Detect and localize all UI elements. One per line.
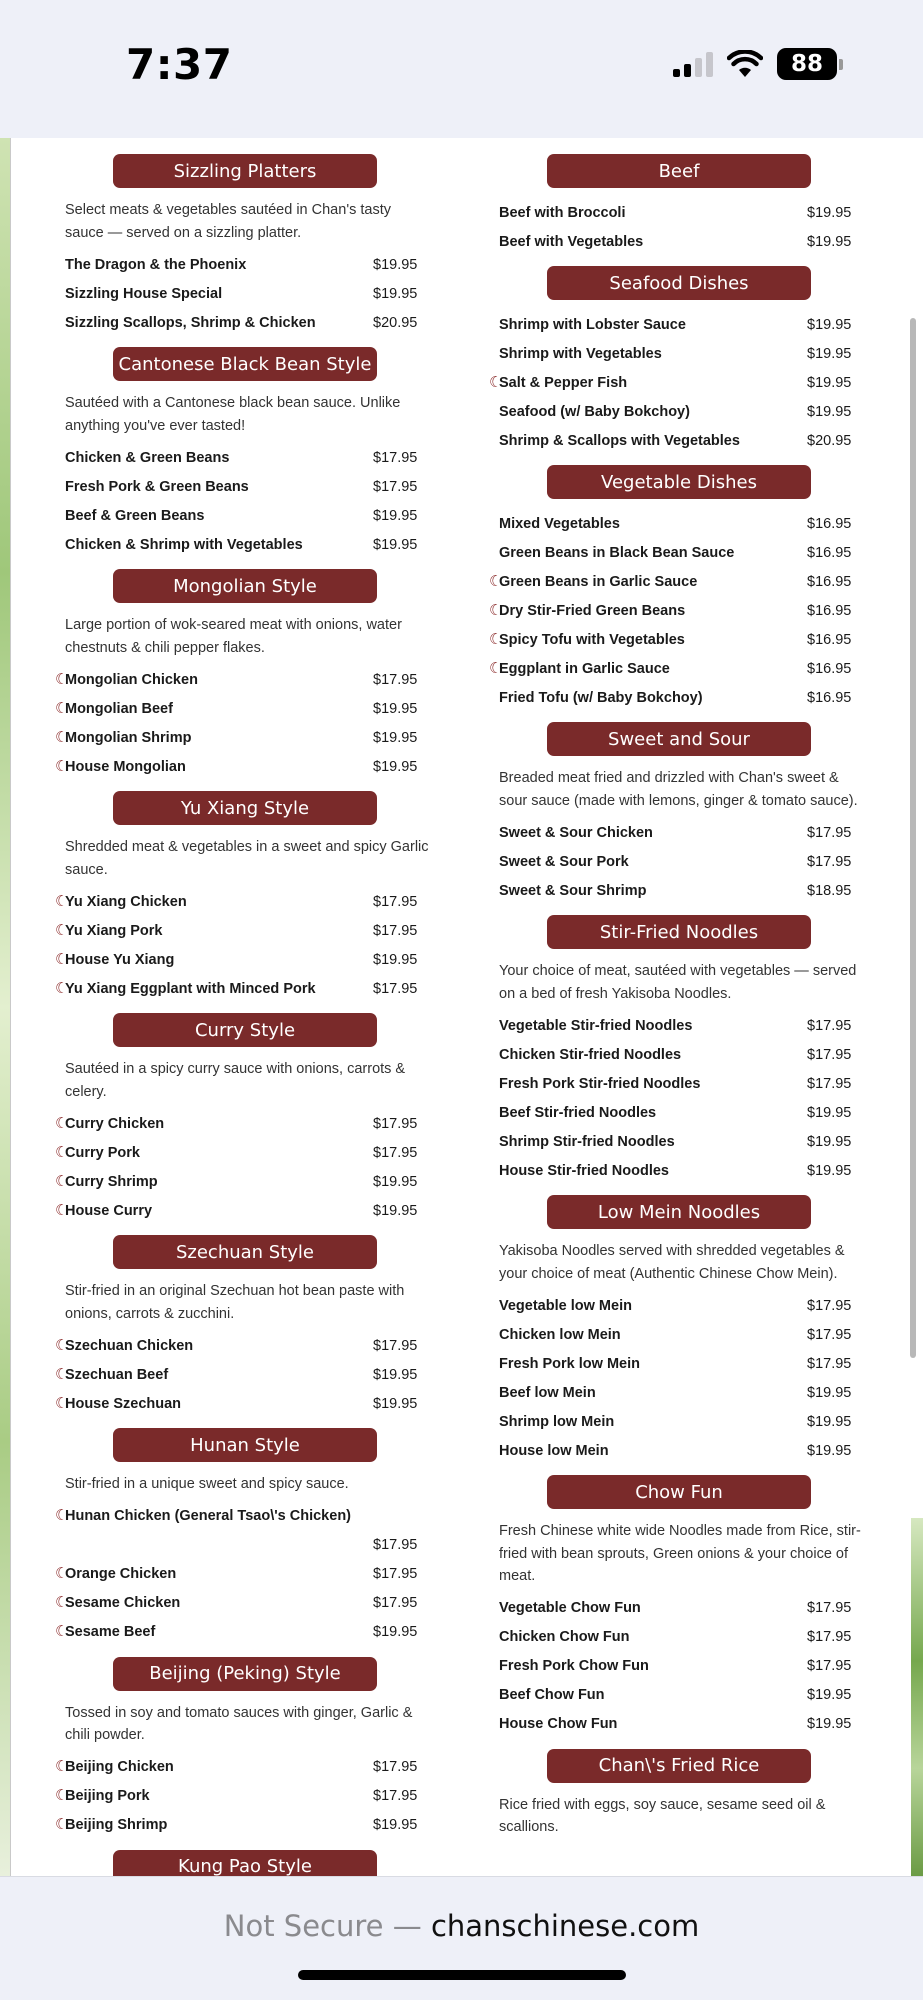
menu-item-name: Mixed Vegetables: [499, 515, 620, 532]
menu-section-hunan-style: [55, 1428, 435, 1657]
menu-section-mongolian-style: [55, 569, 435, 791]
menu-item-name: Mongolian Shrimp: [65, 729, 192, 746]
section-header: Beef: [547, 154, 811, 188]
menu-item-price: $19.95: [373, 729, 418, 746]
menu-item-name: Sesame Chicken: [65, 1595, 181, 1611]
menu-item-name: House Stir-fried Noodles: [499, 1162, 669, 1179]
menu-item-list: [55, 887, 435, 1003]
menu-item-name: House Mongolian: [65, 758, 186, 775]
section-header: Sizzling Platters: [113, 154, 377, 188]
spicy-pepper-icon: ☾: [55, 1201, 69, 1219]
menu-item-name: Yu Xiang Chicken: [65, 893, 187, 910]
menu-item-price: $19.95: [373, 285, 418, 302]
menu-item-name: Szechuan Beef: [65, 1366, 169, 1383]
menu-item: [65, 472, 435, 501]
menu-item-name: Beef & Green Beans: [65, 507, 205, 524]
menu-item-price: $17.95: [807, 1017, 852, 1034]
menu-item-name: Sizzling Scallops, Shrimp & Chicken: [65, 314, 316, 331]
battery-icon: [777, 48, 843, 80]
menu-section-stir-fried-noodles: [499, 915, 869, 1195]
menu-item: [499, 426, 869, 455]
menu-item-list: [489, 509, 869, 712]
menu-item-list: [55, 1109, 435, 1225]
menu-item-price: $18.95: [807, 882, 852, 899]
section-description: Breaded meat fried and drizzled with Chan's sweet & sour sauce (made with lemons, ginger & tomato sauce).: [499, 770, 858, 809]
menu-item: [55, 1360, 435, 1389]
menu-item-name: Orange Chicken: [65, 1566, 177, 1582]
menu-item-price: $17.95: [373, 980, 418, 997]
menu-item: [55, 694, 435, 723]
menu-section-yu-xiang-style: [55, 791, 435, 1013]
menu-section-low-mein-noodles: [499, 1195, 869, 1475]
menu-page[interactable]: [0, 138, 923, 1876]
spicy-pepper-icon: ☾: [489, 572, 503, 590]
menu-item: [499, 1594, 869, 1623]
menu-item-name: Chicken & Shrimp with Vegetables: [65, 536, 303, 553]
menu-item-name: Curry Chicken: [65, 1115, 165, 1132]
menu-item-name: Fried Tofu (w/ Baby Bokchoy): [499, 689, 703, 706]
menu-item: [499, 683, 869, 712]
menu-item-name: Fresh Pork & Green Beans: [65, 478, 249, 495]
menu-item: [55, 1782, 435, 1811]
menu-item: [55, 1753, 435, 1782]
spicy-pepper-icon: ☾: [489, 373, 503, 391]
menu-item-price: $17.95: [373, 1759, 418, 1775]
menu-item: [499, 227, 869, 256]
spicy-pepper-icon: ☾: [55, 1786, 69, 1804]
page-edge: [10, 138, 11, 1876]
menu-item-price: $19.95: [807, 1162, 852, 1179]
menu-item-price: $16.95: [807, 573, 852, 590]
battery-level: 88: [777, 48, 837, 80]
menu-item: [65, 530, 435, 559]
section-header: Chan\'s Fried Rice: [547, 1749, 811, 1783]
menu-item-list: [499, 198, 869, 256]
menu-item-name: House Curry: [65, 1202, 153, 1219]
menu-item: [55, 1167, 435, 1196]
menu-item-price: $19.95: [373, 1202, 418, 1219]
menu-section-chan-s-fried-rice: [499, 1749, 869, 1854]
menu-item: [499, 1320, 869, 1349]
spicy-pepper-icon: ☾: [55, 1564, 69, 1582]
menu-item: [499, 509, 869, 538]
section-header: Seafood Dishes: [547, 266, 811, 300]
menu-item: [499, 310, 869, 339]
section-description: Large portion of wok-seared meat with onions, water chestnuts & chili pepper flakes.: [65, 617, 402, 656]
section-header: Curry Style: [113, 1013, 377, 1047]
menu-item-price: $17.95: [373, 1536, 418, 1553]
menu-item-name: Vegetable Chow Fun: [499, 1600, 641, 1616]
menu-item-price: $16.95: [807, 689, 852, 706]
menu-item-name: House Szechuan: [65, 1395, 182, 1412]
section-description: Sautéed with a Cantonese black bean sauce. Unlike anything you've ever tasted!: [65, 395, 401, 434]
spicy-pepper-icon: ☾: [55, 1757, 69, 1775]
menu-item-price: $19.95: [373, 700, 418, 717]
section-header: Kung Pao Style: [113, 1850, 377, 1877]
section-description: Select meats & vegetables sautéed in Chan's tasty sauce — served on a sizzling platter.: [65, 202, 391, 241]
menu-item-list: [499, 1011, 869, 1185]
menu-item-name: Chicken Chow Fun: [499, 1629, 630, 1645]
menu-item-name: Beijing Shrimp: [65, 1817, 168, 1833]
menu-item-name: Curry Pork: [65, 1144, 140, 1161]
spicy-pepper-icon: ☾: [55, 892, 69, 910]
menu-item: [499, 1681, 869, 1710]
section-description: Stir-fried in a unique sweet and spicy sauce.: [65, 1476, 349, 1492]
menu-item-name: Shrimp with Lobster Sauce: [499, 316, 686, 333]
menu-item-price: $19.95: [807, 1104, 852, 1121]
menu-item-price: $19.95: [807, 1687, 852, 1703]
menu-item-name: Beef Chow Fun: [499, 1687, 605, 1703]
status-time: 7:37: [126, 40, 233, 89]
status-bar: [0, 0, 923, 138]
menu-item-price: $19.95: [373, 1173, 418, 1190]
menu-item: [499, 1011, 869, 1040]
menu-item: [489, 567, 869, 596]
menu-item-price: $19.95: [807, 1413, 852, 1430]
spicy-pepper-icon: ☾: [55, 728, 69, 746]
menu-item-price: $17.95: [373, 449, 418, 466]
menu-section-chow-fun: [499, 1475, 869, 1749]
menu-section-cantonese-black-bean-style: [65, 347, 435, 569]
menu-item-name: Salt & Pepper Fish: [499, 374, 628, 391]
menu-item-price: $17.95: [373, 1788, 418, 1804]
menu-item-name: Mongolian Beef: [65, 700, 173, 717]
menu-item: [55, 1811, 435, 1840]
spicy-pepper-icon: ☾: [489, 630, 503, 648]
menu-item-price: $17.95: [373, 893, 418, 910]
section-header: Stir-Fried Noodles: [547, 915, 811, 949]
section-header: Szechuan Style: [113, 1235, 377, 1269]
menu-item-price: $17.95: [807, 853, 852, 870]
menu-item: [499, 1291, 869, 1320]
menu-item-price: $17.95: [373, 671, 418, 688]
home-indicator[interactable]: [298, 1970, 626, 1980]
section-header: Chow Fun: [547, 1475, 811, 1509]
spicy-pepper-icon: ☾: [55, 1143, 69, 1161]
section-description: Yakisoba Noodles served with shredded vegetables & your choice of meat (Authentic Chinese Chow Mein).: [499, 1243, 845, 1282]
menu-section-sweet-and-sour: [499, 722, 869, 915]
menu-item: [55, 1502, 435, 1560]
menu-item-name: Beijing Chicken: [65, 1759, 174, 1775]
menu-item-price: $19.95: [373, 507, 418, 524]
menu-item: [55, 1618, 435, 1647]
menu-section-beef: [499, 154, 869, 266]
menu-item-name: Curry Shrimp: [65, 1173, 158, 1190]
menu-item-name: Beef with Vegetables: [499, 233, 644, 250]
menu-item-price: $17.95: [807, 1629, 852, 1645]
status-icons: [673, 48, 843, 80]
section-header: Cantonese Black Bean Style: [113, 347, 377, 381]
menu-item-price: $20.95: [373, 314, 418, 331]
spicy-pepper-icon: ☾: [489, 601, 503, 619]
bamboo-background-left: [0, 138, 10, 1876]
menu-item-name: The Dragon & the Phoenix: [65, 256, 247, 273]
menu-item-name: Sizzling House Special: [65, 285, 223, 302]
menu-item-price: $19.95: [807, 233, 852, 250]
bamboo-background-right: [911, 1518, 923, 1876]
menu-item-name: Sesame Beef: [65, 1624, 156, 1640]
menu-item: [499, 1349, 869, 1378]
menu-item: [499, 876, 869, 905]
menu-item: [65, 308, 435, 337]
spicy-pepper-icon: ☾: [55, 1593, 69, 1611]
menu-item-price: $17.95: [373, 922, 418, 939]
section-description: Tossed in soy and tomato sauces with ginger, Garlic & chili powder.: [65, 1704, 413, 1743]
menu-item: [489, 654, 869, 683]
section-header: Hunan Style: [113, 1428, 377, 1462]
menu-item-price: $16.95: [807, 602, 852, 619]
menu-item-price: $17.95: [373, 1144, 418, 1161]
menu-item-price: $17.95: [807, 1658, 852, 1674]
menu-item-price: $17.95: [373, 1115, 418, 1132]
menu-item-price: $19.95: [373, 1817, 418, 1833]
menu-item-name: House low Mein: [499, 1442, 609, 1459]
menu-item: [55, 916, 435, 945]
menu-item-price: $16.95: [807, 631, 852, 648]
menu-item-list: [489, 310, 869, 455]
url-display[interactable]: [0, 1909, 923, 1943]
menu-item-price: $17.95: [807, 1297, 852, 1314]
menu-item-list: [499, 1594, 869, 1739]
menu-item: [65, 501, 435, 530]
menu-item: [65, 250, 435, 279]
menu-item-price: $17.95: [807, 824, 852, 841]
menu-item: [55, 1138, 435, 1167]
spicy-pepper-icon: ☾: [55, 1622, 69, 1640]
menu-item-price: $16.95: [807, 544, 852, 561]
menu-item-name: House Chow Fun: [499, 1716, 618, 1732]
menu-item: [499, 818, 869, 847]
menu-item-price: $17.95: [807, 1075, 852, 1092]
menu-section-seafood-dishes: [489, 266, 869, 465]
menu-item: [499, 1436, 869, 1465]
menu-item-name: Chicken low Mein: [499, 1326, 621, 1343]
menu-item-price: $19.95: [807, 316, 852, 333]
menu-item-price: $16.95: [807, 660, 852, 677]
menu-item-name: Dry Stir-Fried Green Beans: [499, 602, 686, 619]
menu-item: [55, 1109, 435, 1138]
spicy-pepper-icon: ☾: [55, 670, 69, 688]
section-header: Vegetable Dishes: [547, 465, 811, 499]
menu-item: [55, 1331, 435, 1360]
spicy-pepper-icon: ☾: [55, 1365, 69, 1383]
menu-item-price: $19.95: [373, 1395, 418, 1412]
spicy-pepper-icon: ☾: [55, 1506, 69, 1524]
menu-item: [55, 887, 435, 916]
wifi-icon: [727, 50, 763, 78]
menu-item-price: $19.95: [373, 1366, 418, 1383]
spicy-pepper-icon: ☾: [55, 950, 69, 968]
menu-item-price: $19.95: [373, 758, 418, 775]
menu-item-name: Fresh Pork low Mein: [499, 1355, 640, 1372]
section-description: Shredded meat & vegetables in a sweet and spicy Garlic sauce.: [65, 839, 429, 878]
menu-item-name: Sweet & Sour Shrimp: [499, 882, 647, 899]
spicy-pepper-icon: ☾: [489, 659, 503, 677]
menu-item-name: Sweet & Sour Chicken: [499, 824, 653, 841]
spicy-pepper-icon: ☾: [55, 1114, 69, 1132]
menu-item-price: $19.95: [807, 1442, 852, 1459]
spicy-pepper-icon: ☾: [55, 757, 69, 775]
spicy-pepper-icon: ☾: [55, 1336, 69, 1354]
menu-item-list: [55, 665, 435, 781]
menu-item: [499, 1156, 869, 1185]
menu-item: [489, 625, 869, 654]
menu-item: [65, 443, 435, 472]
menu-item-price: $17.95: [373, 478, 418, 495]
menu-item: [65, 279, 435, 308]
menu-item-price: $19.95: [373, 1624, 418, 1640]
menu-item: [499, 1040, 869, 1069]
menu-item-price: $19.95: [807, 374, 852, 391]
section-header: Yu Xiang Style: [113, 791, 377, 825]
menu-item-name: Yu Xiang Pork: [65, 922, 163, 939]
menu-item-list: [499, 818, 869, 905]
menu-item-price: $19.95: [807, 1716, 852, 1732]
scrollbar[interactable]: [910, 318, 916, 1358]
menu-item: [499, 1127, 869, 1156]
section-header: Sweet and Sour: [547, 722, 811, 756]
menu-item: [55, 1389, 435, 1418]
menu-item: [499, 1378, 869, 1407]
menu-item-list: [55, 1753, 435, 1840]
section-description: Stir-fried in an original Szechuan hot bean paste with onions, carrots & zucchini.: [65, 1283, 405, 1322]
menu-section-beijing-peking-style: [55, 1657, 435, 1850]
menu-item: [499, 198, 869, 227]
spicy-pepper-icon: ☾: [55, 1394, 69, 1412]
menu-item: [499, 1407, 869, 1436]
menu-item: [499, 1710, 869, 1739]
menu-item-price: $17.95: [373, 1595, 418, 1611]
menu-section-sizzling-platters: [65, 154, 435, 347]
menu-item-name: House Yu Xiang: [65, 951, 175, 968]
menu-item-name: Chicken & Green Beans: [65, 449, 230, 466]
menu-item-name: Beef low Mein: [499, 1384, 596, 1401]
menu-item-price: $19.95: [807, 403, 852, 420]
browser-address-bar[interactable]: [0, 1876, 923, 2000]
menu-item-list: [65, 443, 435, 559]
menu-item-name: Fresh Pork Chow Fun: [499, 1658, 649, 1674]
spicy-pepper-icon: ☾: [55, 979, 69, 997]
spicy-pepper-icon: ☾: [55, 699, 69, 717]
menu-item-list: [55, 1331, 435, 1418]
section-header: Low Mein Noodles: [547, 1195, 811, 1229]
menu-item-price: $19.95: [807, 1133, 852, 1150]
domain-label: chanschinese.com: [430, 1909, 700, 1943]
menu-item-name: Vegetable Stir-fried Noodles: [499, 1017, 693, 1034]
menu-item-price: $17.95: [807, 1600, 852, 1616]
spicy-pepper-icon: ☾: [55, 1172, 69, 1190]
menu-item-name: Chicken Stir-fried Noodles: [499, 1046, 682, 1063]
menu-item-price: $17.95: [807, 1046, 852, 1063]
menu-item-name: Shrimp low Mein: [499, 1413, 615, 1430]
menu-item: [55, 1589, 435, 1618]
menu-item: [55, 752, 435, 781]
menu-item-name: Sweet & Sour Pork: [499, 853, 629, 870]
menu-item-name: Spicy Tofu with Vegetables: [499, 631, 685, 648]
menu-item-price: $19.95: [373, 536, 418, 553]
section-header: Beijing (Peking) Style: [113, 1657, 377, 1691]
menu-item: [55, 1196, 435, 1225]
menu-item-price: $19.95: [807, 1384, 852, 1401]
menu-item: [499, 397, 869, 426]
menu-item: [499, 847, 869, 876]
section-header: Mongolian Style: [113, 569, 377, 603]
cellular-signal-icon: [673, 51, 713, 77]
menu-item-list: [499, 1291, 869, 1465]
menu-item-price: $17.95: [373, 1566, 418, 1582]
menu-item-name: Mongolian Chicken: [65, 671, 198, 688]
menu-item-name: Beef with Broccoli: [499, 204, 626, 221]
menu-item: [55, 945, 435, 974]
menu-item: [499, 1652, 869, 1681]
menu-column-left: [55, 154, 435, 1876]
menu-item-price: $19.95: [373, 256, 418, 273]
menu-item: [499, 1623, 869, 1652]
menu-item-price: $17.95: [807, 1355, 852, 1372]
menu-item-name: Eggplant in Garlic Sauce: [499, 660, 670, 677]
menu-item-name: Vegetable low Mein: [499, 1297, 632, 1314]
menu-section-szechuan-style: [55, 1235, 435, 1428]
menu-item: [499, 339, 869, 368]
menu-item: [55, 974, 435, 1003]
menu-item-price: $17.95: [373, 1337, 418, 1354]
section-description: Rice fried with eggs, soy sauce, sesame seed oil & scallions.: [499, 1796, 826, 1835]
menu-item-price: $20.95: [807, 432, 852, 449]
menu-item-name: Fresh Pork Stir-fried Noodles: [499, 1075, 701, 1092]
menu-section-curry-style: [55, 1013, 435, 1235]
menu-item: [489, 596, 869, 625]
menu-item-name: Shrimp with Vegetables: [499, 345, 662, 362]
menu-item-name: Seafood (w/ Baby Bokchoy): [499, 403, 690, 420]
menu-item-price: $16.95: [807, 515, 852, 532]
menu-item-name: Beef Stir-fried Noodles: [499, 1104, 657, 1121]
menu-item-name: Green Beans in Garlic Sauce: [499, 573, 698, 590]
menu-item: [55, 1560, 435, 1589]
section-description: Sautéed in a spicy curry sauce with onions, carrots & celery.: [65, 1061, 406, 1100]
menu-item-name: Yu Xiang Eggplant with Minced Pork: [65, 980, 316, 997]
menu-item-price: $19.95: [807, 204, 852, 221]
menu-item: [499, 1069, 869, 1098]
menu-item: [55, 665, 435, 694]
menu-item: [489, 368, 869, 397]
menu-section-kung-pao-style: [65, 1850, 435, 1877]
menu-item-name: Hunan Chicken (General Tsao\'s Chicken): [65, 1507, 351, 1524]
menu-item-name: Shrimp Stir-fried Noodles: [499, 1133, 675, 1150]
menu-item-price: $17.95: [807, 1326, 852, 1343]
menu-item-list: [55, 1502, 435, 1647]
section-description: Your choice of meat, sautéed with vegetables — served on a bed of fresh Yakisoba Noodles.: [499, 963, 857, 1002]
menu-item: [55, 723, 435, 752]
menu-item-price: $19.95: [373, 951, 418, 968]
menu-item: [499, 1098, 869, 1127]
not-secure-label: Not Secure —: [223, 1909, 422, 1943]
menu-item-price: $19.95: [807, 345, 852, 362]
menu-item: [499, 538, 869, 567]
menu-item-name: Shrimp & Scallops with Vegetables: [499, 432, 740, 449]
menu-item-list: [65, 250, 435, 337]
menu-section-vegetable-dishes: [489, 465, 869, 722]
menu-item-name: Beijing Pork: [65, 1788, 150, 1804]
menu-column-right: [489, 154, 869, 1854]
spicy-pepper-icon: ☾: [55, 921, 69, 939]
menu-item-name: Szechuan Chicken: [65, 1337, 194, 1354]
section-description: Fresh Chinese white wide Noodles made from Rice, stir-fried with bean sprouts, Green onions & your choice of meat.: [499, 1523, 861, 1584]
menu-item-name: Green Beans in Black Bean Sauce: [499, 544, 735, 561]
spicy-pepper-icon: ☾: [55, 1815, 69, 1833]
